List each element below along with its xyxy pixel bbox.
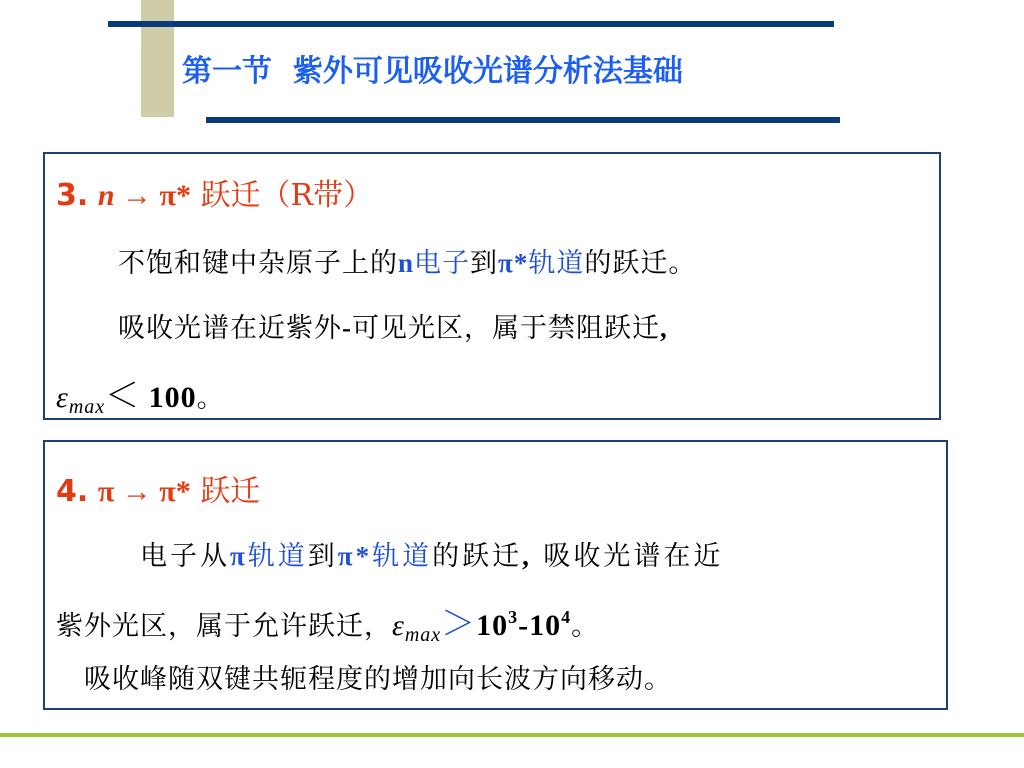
s4-l2-pre: 紫外光区，属于允许跃迁， <box>56 611 392 642</box>
s4-l1-pre: 电子从 <box>140 541 230 572</box>
s3-l1-electron: 电子 <box>414 248 471 279</box>
section-4-heading <box>56 466 260 510</box>
s4-l1-post: 的跃迁 <box>432 541 523 572</box>
s3-l1-to: 到 <box>470 248 499 279</box>
s4-exponent-1: 3 <box>508 607 519 627</box>
section-3-title: 跃迁（R带） <box>190 178 374 213</box>
section-3-line-2 <box>118 306 668 345</box>
s4-epsilon: ε <box>392 609 405 642</box>
s3-l2-dash: - <box>342 313 352 343</box>
section-3-number: 3. <box>56 178 89 213</box>
s4-greater-than: ＞ <box>441 604 477 644</box>
s3-value: 100 <box>140 381 197 414</box>
s3-l1-orbital: 轨道 <box>528 248 585 279</box>
title-bottom-rule <box>206 117 840 123</box>
s4-dash: - <box>518 609 530 642</box>
section-4-arrow: → <box>114 475 160 508</box>
section-4-line-3: 吸收峰随双键共轭程度的增加向长波方向移动。 <box>84 664 672 695</box>
s3-epsilon-sub: max <box>68 396 106 418</box>
section-3-pistar: π* <box>159 179 191 212</box>
s4-epsilon-sub: max <box>404 624 442 646</box>
s4-exponent-2: 4 <box>561 607 572 627</box>
s3-epsilon: ε <box>56 381 69 414</box>
s3-l1-pistar: π* <box>498 248 529 278</box>
s4-l1-orbital-2: 轨道 <box>372 541 433 572</box>
section-4-pistar: π* <box>159 475 191 508</box>
s3-end: 。 <box>196 383 225 414</box>
title-top-rule <box>108 21 834 27</box>
section-3-arrow: → <box>114 179 160 212</box>
s3-l1-n: n <box>398 248 415 278</box>
section-4-title: 跃迁 <box>190 474 261 509</box>
s4-l1-pi: π <box>230 541 248 571</box>
title-accent-block <box>141 0 174 117</box>
s4-l1-orbital: 轨道 <box>247 541 308 572</box>
section-4-pi: π <box>97 475 115 508</box>
section-4-line-2 <box>56 596 599 647</box>
s3-less-than: ＜ <box>105 376 141 416</box>
s4-value-1: 10 <box>476 609 509 642</box>
s4-value-2: 10 <box>529 609 562 642</box>
s3-l2-text: 吸收光谱在近紫外 <box>118 313 342 344</box>
section-3-line-1 <box>118 241 696 280</box>
section-3-heading <box>56 170 373 214</box>
s3-l2-comma: , <box>660 313 668 343</box>
section-3-line-3 <box>56 368 225 419</box>
section-4-line-1 <box>140 534 723 573</box>
s4-l1-to: 到 <box>307 541 338 572</box>
s4-end: 。 <box>571 611 600 642</box>
s4-l1-comma: , <box>522 541 532 571</box>
section-4-number: 4. <box>56 474 89 509</box>
s3-l1-pre: 不饱和键中杂原子上的 <box>118 248 398 279</box>
s4-l1-pistar: π* <box>337 541 373 571</box>
section-3-n: n <box>97 179 115 212</box>
footer-rule <box>0 733 1024 737</box>
s4-l1-tail: 吸收光谱在近 <box>531 541 724 572</box>
s3-l1-post: 的跃迁。 <box>584 248 697 279</box>
s3-l2-post: 可见光区，属于禁阻跃迁 <box>352 313 660 344</box>
page-title: 第一节 紫外可见吸收光谱分析法基础 <box>182 54 683 89</box>
